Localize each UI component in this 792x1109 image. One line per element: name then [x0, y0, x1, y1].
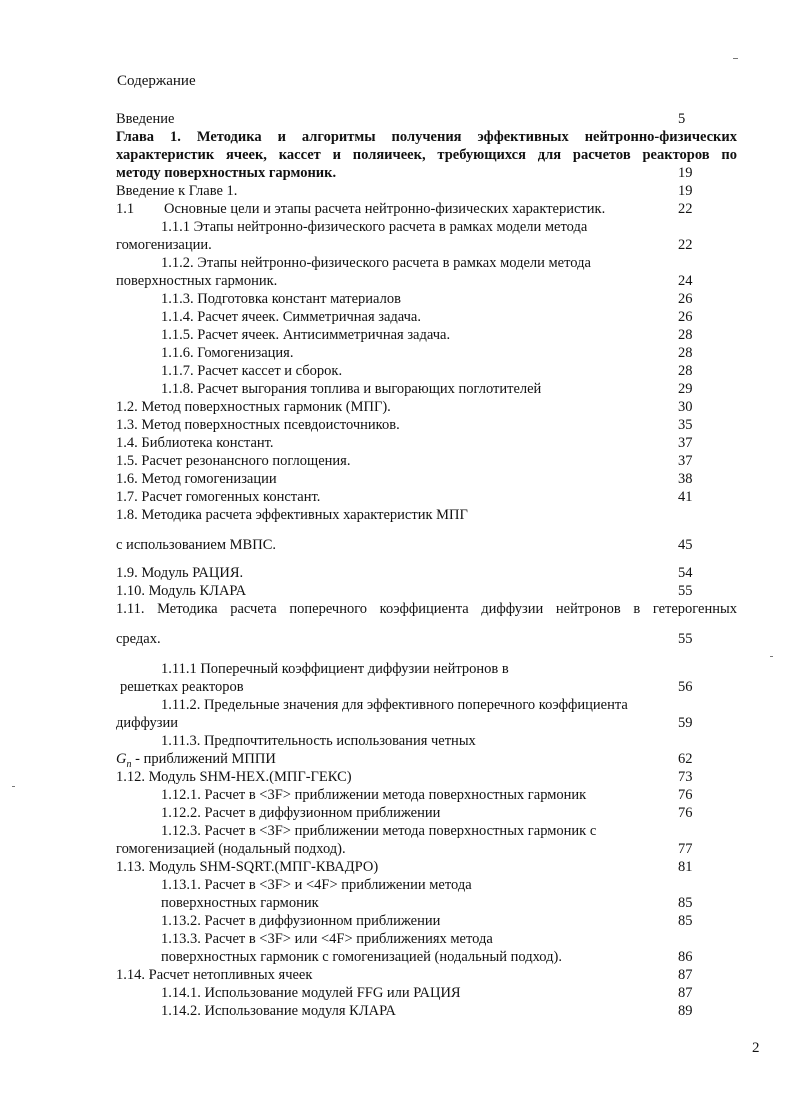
toc-entry-page: 28: [678, 327, 693, 343]
page-title: Содержание: [117, 73, 196, 89]
chapter-heading-line: методу поверхностных гармоник.: [116, 165, 337, 181]
toc-entry-text: Введение к Главе 1.: [116, 183, 238, 199]
toc-entry-page: 26: [678, 291, 693, 307]
table-of-contents: [116, 110, 737, 1020]
toc-entry: [116, 326, 737, 344]
toc-entry: [116, 768, 737, 786]
toc-entry: [116, 506, 737, 524]
toc-entry: [116, 714, 737, 732]
toc-entry-page: 54: [678, 565, 693, 581]
toc-entry: [116, 218, 737, 236]
toc-entry: [116, 536, 737, 554]
toc-entry: [116, 630, 737, 648]
toc-entry-page: 55: [678, 583, 693, 599]
toc-entry-text: 1.9. Модуль РАЦИЯ.: [116, 565, 244, 581]
toc-entry-text: 1.11.3. Предпочтительность использования четных: [161, 733, 476, 749]
toc-entry: [116, 236, 737, 254]
toc-entry-text: 1.2. Метод поверхностных гармоник (МПГ).: [116, 399, 391, 415]
toc-entry: [116, 254, 737, 272]
toc-entry: [116, 1002, 737, 1020]
toc-entry: [116, 470, 737, 488]
toc-entry-text: 1.13.1. Расчет в <3F> и <4F> приближении метода: [161, 877, 472, 893]
toc-entry: [116, 600, 737, 618]
scan-speck: [770, 656, 773, 657]
toc-entry-text: 1.14. Расчет нетопливных ячеек: [116, 967, 313, 983]
chapter-heading-last: [116, 164, 737, 182]
toc-entry-page: 85: [678, 913, 693, 929]
toc-entry: [116, 660, 737, 678]
toc-entry-page: 55: [678, 631, 693, 647]
toc-entry-page: 59: [678, 715, 693, 731]
toc-entry: [116, 290, 737, 308]
toc-entry: [116, 966, 737, 984]
toc-entry-page: 28: [678, 345, 693, 361]
toc-entry: [116, 786, 737, 804]
toc-entry-page: 30: [678, 399, 693, 415]
toc-entry-text: 1.1.6. Гомогенизация.: [161, 345, 294, 361]
toc-entry-text: 1.11.1 Поперечный коэффициент диффузии нейтронов в: [161, 661, 509, 677]
toc-entry: [116, 582, 737, 600]
toc-entry-text: поверхностных гармоник.: [116, 273, 278, 289]
scan-speck: [733, 58, 738, 59]
toc-entry-text: средах.: [116, 631, 161, 647]
toc-entry-text: 1.6. Метод гомогенизации: [116, 471, 277, 487]
toc-entry-page: 19: [678, 165, 693, 181]
toc-entry-text: решетках реакторов: [120, 679, 244, 695]
toc-entry: [116, 434, 737, 452]
toc-entry: [116, 200, 737, 218]
toc-entry-page: 22: [678, 237, 693, 253]
chapter-heading-line: характеристик ячеек, кассет и поляичеек, требующихся для расчетов реакторов по: [116, 147, 737, 163]
toc-entry-text: диффузии: [116, 715, 178, 731]
toc-entry-page: 29: [678, 381, 693, 397]
toc-entry: [116, 840, 737, 858]
scan-speck: [12, 786, 15, 787]
toc-entry-page: 37: [678, 435, 693, 451]
page-number: 2: [752, 1040, 760, 1056]
toc-entry-text: 1.12.1. Расчет в <3F> приближении метода поверхностных гармоник: [161, 787, 587, 803]
toc-entry: [116, 272, 737, 290]
toc-entry-text: поверхностных гармоник с гомогенизацией (нодальный подход).: [161, 949, 562, 965]
toc-entry: [116, 380, 737, 398]
toc-entry-text: 1.5. Расчет резонансного поглощения.: [116, 453, 351, 469]
toc-entry-text: 1.3. Метод поверхностных псевдоисточников.: [116, 417, 400, 433]
toc-entry: [116, 344, 737, 362]
toc-entry-text: 1.11. Методика расчета поперечного коэффициента диффузии нейтронов в гетерогенных: [116, 601, 737, 617]
toc-entry-page: 38: [678, 471, 693, 487]
toc-entry-text: 1.10. Модуль КЛАРА: [116, 583, 247, 599]
toc-entry-text: гомогенизацией (нодальный подход).: [116, 841, 346, 857]
toc-entry-page: 41: [678, 489, 693, 505]
toc-entry-page: 24: [678, 273, 693, 289]
toc-entry: [116, 894, 737, 912]
toc-entry-text: 1.4. Библиотека констант.: [116, 435, 274, 451]
toc-entry-page: 76: [678, 805, 693, 821]
toc-entry: [116, 182, 737, 200]
toc-entry-page: 62: [678, 751, 693, 767]
toc-entry: [116, 678, 737, 696]
toc-entry: [116, 858, 737, 876]
toc-entry-text: 1.1.2. Этапы нейтронно-физического расчета в рамках модели метода: [161, 255, 591, 271]
toc-entry-page: 19: [678, 183, 693, 199]
toc-entry-text: 1.8. Методика расчета эффективных характеристик МПГ: [116, 507, 468, 523]
toc-entry: [116, 362, 737, 380]
toc-entry-text: 1.12. Модуль SHM-HEX.(МПГ-ГЕКС): [116, 769, 352, 785]
toc-entry: [116, 732, 737, 750]
toc-entry: [116, 398, 737, 416]
toc-entry-text: 1.1.5. Расчет ячеек. Антисимметричная задача.: [161, 327, 451, 343]
toc-entry-text: - приближений МППИ: [135, 751, 276, 767]
toc-entry: [116, 822, 737, 840]
toc-entry-text: Введение: [116, 111, 175, 127]
toc-entry-page: 89: [678, 1003, 693, 1019]
toc-entry-page: 87: [678, 967, 693, 983]
toc-entry: [116, 930, 737, 948]
toc-entry-text: 1.11.2. Предельные значения для эффективного поперечного коэффициента: [161, 697, 628, 713]
toc-entry-text: 1.12.2. Расчет в диффузионном приближении: [161, 805, 441, 821]
toc-entry-page: 22: [678, 201, 693, 217]
toc-entry-text: 1.1.4. Расчет ячеек. Симметричная задача.: [161, 309, 421, 325]
toc-entry-page: 35: [678, 417, 693, 433]
toc-entry: [116, 912, 737, 930]
toc-entry: [116, 984, 737, 1002]
toc-entry-text: 1.13.2. Расчет в диффузионном приближении: [161, 913, 441, 929]
toc-entry: [116, 488, 737, 506]
toc-entry-text: 1.1.7. Расчет кассет и сборок.: [161, 363, 343, 379]
toc-entry: [116, 452, 737, 470]
toc-entry: [116, 750, 737, 768]
toc-entry-text: 1.14.2. Использование модуля КЛАРА: [161, 1003, 396, 1019]
toc-entry: [116, 564, 737, 582]
toc-entry-text: гомогенизации.: [116, 237, 212, 253]
toc-entry-text: 1.14.1. Использование модулей FFG или РАЦИЯ: [161, 985, 461, 1001]
toc-entry-page: 56: [678, 679, 693, 695]
toc-entry-page: 81: [678, 859, 693, 875]
toc-entry: [116, 110, 737, 128]
toc-entry-text: 1.7. Расчет гомогенных констант.: [116, 489, 321, 505]
toc-entry: [116, 696, 737, 714]
toc-entry: [116, 308, 737, 326]
toc-entry-text: Основные цели и этапы расчета нейтронно-физических характеристик.: [164, 201, 606, 217]
toc-entry-text: 1.13. Модуль SHM-SQRT.(МПГ-КВАДРО): [116, 859, 379, 875]
toc-entry-text: с использованием МВПС.: [116, 537, 276, 553]
toc-entry: [116, 948, 737, 966]
chapter-heading-line: Глава 1. Методика и алгоритмы получения эффективных нейтронно-физических: [116, 129, 737, 145]
toc-entry: [116, 804, 737, 822]
toc-entry-text: поверхностных гармоник: [161, 895, 319, 911]
math-symbol: G: [116, 751, 127, 767]
toc-entry-text: 1.12.3. Расчет в <3F> приближении метода поверхностных гармоник с: [161, 823, 597, 839]
toc-entry-page: 85: [678, 895, 693, 911]
toc-entry-page: 77: [678, 841, 693, 857]
math-subscript: n: [126, 758, 132, 770]
toc-entry-text: 1.1.1 Этапы нейтронно-физического расчета в рамках модели метода: [161, 219, 588, 235]
toc-entry-page: 76: [678, 787, 693, 803]
toc-entry-page: 37: [678, 453, 693, 469]
toc-entry: [116, 416, 737, 434]
toc-entry-page: 26: [678, 309, 693, 325]
toc-entry: [116, 876, 737, 894]
toc-entry-page: 86: [678, 949, 693, 965]
toc-entry-page: 45: [678, 537, 693, 553]
toc-entry-text: 1.1.3. Подготовка констант материалов: [161, 291, 401, 307]
toc-entry-page: 87: [678, 985, 693, 1001]
toc-entry-text: 1.1.8. Расчет выгорания топлива и выгорающих поглотителей: [161, 381, 542, 397]
toc-entry-text: 1.13.3. Расчет в <3F> или <4F> приближениях метода: [161, 931, 493, 947]
toc-entry-page: 28: [678, 363, 693, 379]
toc-entry-page: 5: [678, 111, 686, 127]
toc-entry-page: 73: [678, 769, 693, 785]
toc-entry-number: 1.1: [116, 201, 135, 217]
